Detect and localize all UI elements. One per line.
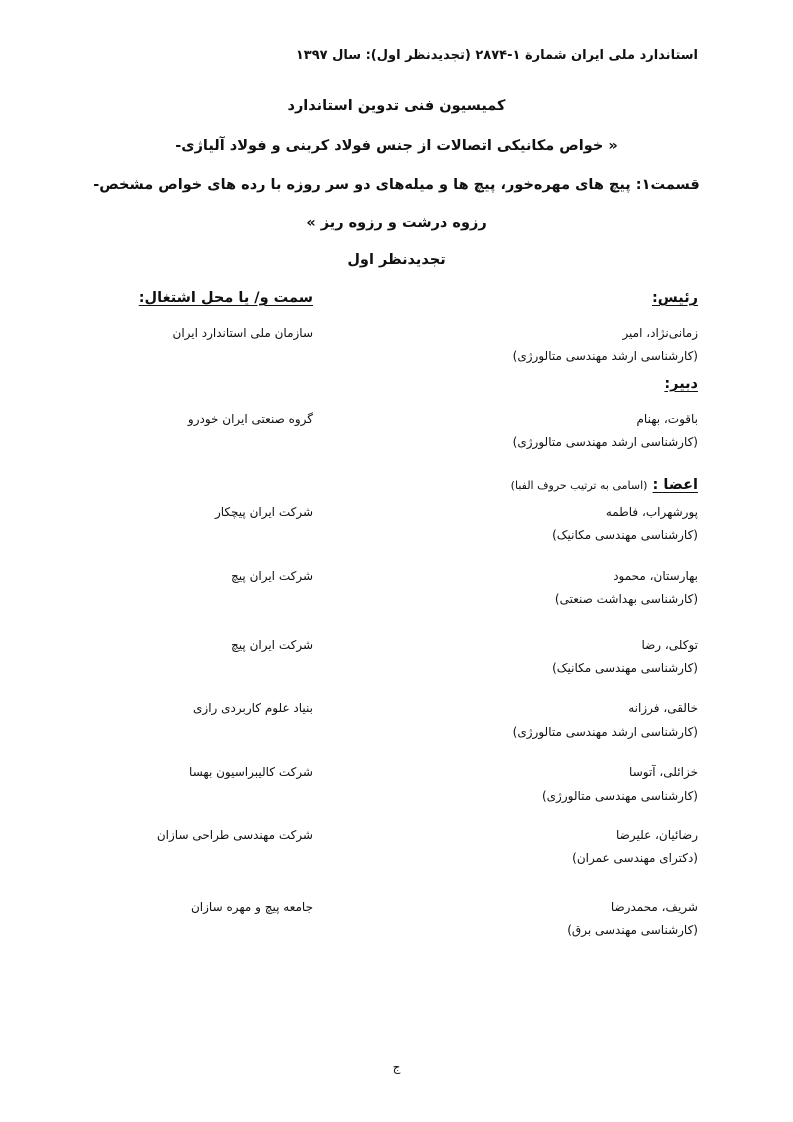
member-org: شرکت ایران پیچ [231,638,313,652]
secretary-name: باقوت، بهنام [636,412,698,426]
member-name: رضائیان، علیرضا [616,828,698,842]
member-org: شرکت ایران پیچ [231,569,313,583]
member-qualification: (کارشناسی ارشد مهندسی متالورژی) [512,725,698,739]
chair-name: زمانی‌نژاد، امیر [622,326,698,340]
secretary-heading: دبیر: [664,376,698,392]
member-name: پورشهراب، فاطمه [605,505,698,519]
member-qualification: (کارشناسی بهداشت صنعتی) [554,592,698,606]
members-heading-row [511,474,698,493]
member-org: بنیاد علوم کاربردی رازی [193,701,313,715]
member-qualification: (کارشناسی مهندسی مکانیک) [552,661,698,675]
revision-title: تجدیدنظر اول [347,252,446,268]
member-name: خزائلی، آتوسا [629,765,698,779]
member-name: توکلی، رضا [641,638,698,652]
page-number: ج [392,1060,401,1074]
commission-title: کمیسیون فنی تدوین استاندارد [287,98,506,114]
secretary-org: گروه صنعتی ایران خودرو [187,412,313,426]
member-qualification: (کارشناسی مهندسی مکانیک) [552,528,698,542]
member-org: شرکت کالیبراسیون بهسا [189,765,313,779]
members-note: (اسامی به ترتیب حروف الفبا) [510,479,648,492]
secretary-qualification: (کارشناسی ارشد مهندسی متالورژی) [512,435,698,449]
chair-heading: رئیس: [651,290,698,306]
member-org: شرکت ایران پیچکار [214,505,313,519]
member-name: خالقی، فرزانه [628,701,698,715]
member-org: جامعه پیچ و مهره سازان [190,900,313,914]
member-qualification: (کارشناسی مهندسی متالورژی) [541,789,698,803]
member-qualification: (کارشناسی مهندسی برق) [567,923,698,937]
document-header: استاندارد ملی ایران شمارة ۱-۲۸۷۴ (تجدیدنظر اول): سال ۱۳۹۷ [295,48,698,63]
members-heading: اعضا : [652,477,698,493]
chair-qualification: (کارشناسی ارشد مهندسی متالورژی) [512,349,698,363]
member-name: بهارستان، محمود [613,569,698,583]
member-name: شریف، محمدرضا [610,900,698,914]
member-qualification: (دکترای مهندسی عمران) [572,851,698,865]
chair-org: سازمان ملی استاندارد ایران [172,326,313,340]
standard-title-line-1: « خواص مکانیکی اتصالات از جنس فولاد کربنی و فولاد آلیاژی- [175,138,618,154]
standard-title-line-3: رزوه درشت و رزوه ریز » [306,215,487,231]
position-column-heading: سمت و/ یا محل اشتغال: [138,290,313,306]
member-org: شرکت مهندسی طراحی سازان [156,828,313,842]
standard-title-line-2: قسمت۱: پیچ های مهره‌خور، پیچ ها و میله‌های دو سر روزه با رده های خواص مشخص- [93,177,700,193]
